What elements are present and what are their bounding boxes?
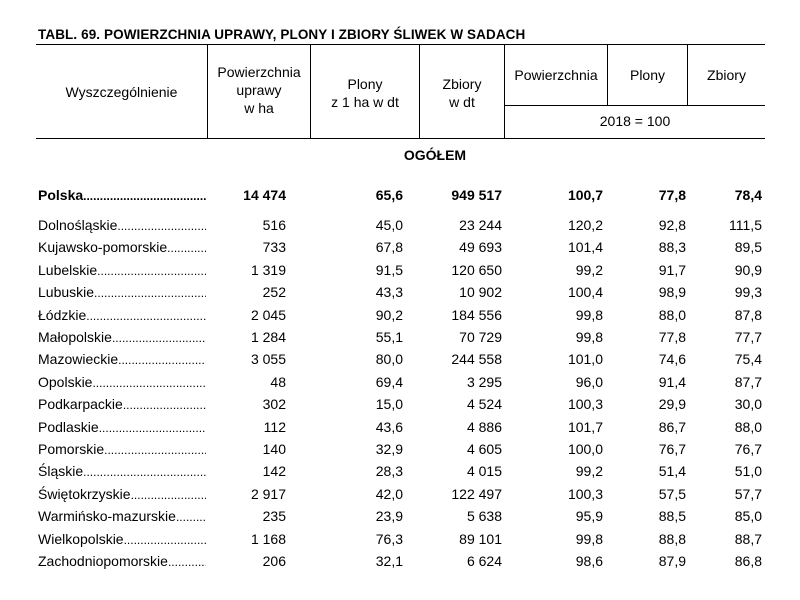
row-name: Lubelskie ..... (38, 262, 206, 278)
table-row (0, 463, 800, 485)
cell-idx-yield: 74,6 (658, 351, 686, 368)
cell-idx-area: 100,4 (567, 284, 603, 301)
cell-idx-yield: 29,9 (658, 396, 686, 413)
cell-idx-area: 98,6 (575, 553, 603, 569)
cell-area: 516 (262, 217, 286, 233)
header-harvest (420, 70, 504, 116)
cell-idx-harvest: 76,7 (734, 441, 762, 457)
cell-idx-harvest: 75,4 (734, 351, 762, 368)
cell-idx-yield: 88,3 (658, 239, 686, 256)
cell-area: 140 (262, 441, 286, 457)
table-row (0, 441, 800, 463)
table-row (0, 262, 800, 284)
header-yield (311, 70, 419, 116)
table-row (0, 486, 800, 508)
cell-harvest: 4 015 (466, 463, 502, 480)
table-row (0, 284, 800, 306)
cell-idx-harvest: 111,5 (729, 217, 762, 233)
cell-idx-yield: 88,0 (658, 306, 686, 323)
cell-idx-harvest: 86,8 (734, 553, 762, 569)
cell-idx-area: 100,0 (567, 441, 603, 457)
cell-yield: 32,9 (375, 441, 403, 457)
cell-harvest: 949 517 (451, 187, 502, 203)
cell-idx-harvest: 99,3 (734, 284, 762, 301)
cell-idx-area: 100,7 (567, 187, 603, 203)
header-index-area (505, 62, 607, 88)
cell-yield: 80,0 (375, 351, 403, 368)
row-name: Lubuskie ..... (38, 284, 206, 300)
cell-idx-harvest: 88,7 (734, 530, 762, 547)
cell-idx-yield: 76,7 (658, 441, 686, 457)
row-name: Warmińsko-mazurskie ..... (38, 508, 206, 524)
cell-yield: 32,1 (375, 553, 403, 569)
cell-area: 252 (262, 284, 286, 301)
cell-area: 206 (262, 553, 286, 569)
cell-idx-area: 101,0 (567, 351, 603, 368)
cell-area: 302 (262, 396, 286, 413)
row-name: Kujawsko-pomorskie ..... (38, 239, 206, 255)
header-bottom-rule (36, 138, 765, 139)
cell-idx-yield: 86,7 (658, 418, 686, 435)
cell-yield: 76,3 (375, 530, 403, 547)
header-yield-line-1: Plony (347, 76, 383, 92)
cell-harvest: 6 624 (466, 553, 502, 569)
table-row (0, 374, 800, 396)
header-index-harvest-label: Zbiory (707, 67, 746, 83)
cell-idx-yield: 91,4 (658, 373, 686, 390)
row-name: Zachodniopomorskie ..... (38, 553, 206, 569)
cell-idx-area: 101,4 (567, 239, 603, 256)
row-name: Podlaskie ..... (38, 419, 206, 435)
table-row (0, 217, 800, 239)
cell-yield: 67,8 (375, 239, 403, 256)
cell-area: 14 474 (243, 187, 286, 203)
cell-idx-area: 99,8 (575, 530, 603, 547)
row-name: Polska ..... (38, 187, 206, 203)
row-name: Wielkopolskie ..... (38, 531, 206, 547)
cell-idx-area: 101,7 (567, 418, 603, 435)
cell-area: 48 (270, 373, 286, 390)
cell-idx-area: 96,0 (575, 373, 603, 390)
cell-harvest: 184 556 (451, 306, 502, 323)
cell-harvest: 4 524 (466, 396, 502, 413)
cell-area: 235 (262, 508, 286, 525)
cell-yield: 23,9 (375, 508, 403, 525)
cell-idx-yield: 87,9 (658, 553, 686, 569)
cell-yield: 90,2 (375, 306, 403, 323)
cell-area: 1 319 (250, 261, 286, 278)
cell-harvest: 49 693 (459, 239, 502, 256)
cell-idx-area: 99,8 (575, 306, 603, 323)
cell-idx-yield: 77,8 (658, 187, 686, 203)
cell-idx-yield: 88,5 (658, 508, 686, 525)
table-row (0, 553, 800, 575)
cell-idx-harvest: 77,7 (734, 329, 762, 345)
header-area-line-1: Powierzchnia (217, 64, 301, 80)
cell-idx-yield: 57,5 (658, 485, 686, 502)
cell-idx-yield: 88,8 (658, 530, 686, 547)
cell-yield: 91,5 (375, 261, 403, 278)
cell-harvest: 5 638 (466, 508, 502, 525)
cell-yield: 43,3 (375, 284, 403, 301)
table-title: TABL. 69. POWIERZCHNIA UPRAWY, PLONY I ZBIORY ŚLIWEK W SADACH (38, 27, 526, 42)
cell-harvest: 4 605 (466, 441, 502, 457)
cell-harvest: 120 650 (451, 261, 502, 278)
table-row-total (0, 187, 800, 209)
cell-area: 142 (262, 463, 286, 480)
header-harvest-line-2: w dt (449, 94, 475, 110)
table-row (0, 329, 800, 351)
cell-harvest: 4 886 (466, 418, 502, 435)
cell-idx-harvest: 51,0 (734, 463, 762, 480)
cell-idx-yield: 77,8 (658, 329, 686, 345)
cell-idx-harvest: 87,8 (734, 306, 762, 323)
header-area-line-2: uprawy (236, 82, 282, 98)
cell-idx-yield: 51,4 (658, 463, 686, 480)
header-area-line-3: w ha (244, 100, 274, 116)
cell-harvest: 23 244 (459, 217, 502, 233)
row-name: Łódzkie ..... (38, 307, 206, 323)
table-row (0, 508, 800, 530)
table-row (0, 239, 800, 261)
cell-idx-area: 99,2 (575, 261, 603, 278)
index-group-rule (504, 105, 765, 106)
table-row (0, 396, 800, 418)
cell-area: 3 055 (250, 351, 286, 368)
cell-area: 1 168 (250, 530, 286, 547)
cell-yield: 65,6 (375, 187, 403, 203)
cell-harvest: 10 902 (459, 284, 502, 301)
cell-idx-harvest: 90,9 (734, 261, 762, 278)
row-name: Mazowieckie ..... (38, 351, 206, 367)
cell-yield: 55,1 (375, 329, 403, 345)
row-name: Podkarpackie ..... (38, 396, 206, 412)
cell-harvest: 89 101 (459, 530, 502, 547)
cell-idx-harvest: 57,7 (734, 485, 762, 502)
cell-idx-harvest: 78,4 (734, 187, 762, 203)
cell-harvest: 122 497 (451, 485, 502, 502)
cell-idx-harvest: 30,0 (734, 396, 762, 413)
cell-yield: 43,6 (375, 418, 403, 435)
row-name: Świętokrzyskie ..... (38, 486, 206, 502)
cell-idx-area: 99,2 (575, 463, 603, 480)
cell-yield: 45,0 (375, 217, 403, 233)
header-harvest-line-1: Zbiory (442, 76, 482, 92)
cell-yield: 42,0 (375, 485, 403, 502)
table-row (0, 531, 800, 553)
header-index-harvest (688, 62, 765, 88)
cell-area: 2 917 (250, 485, 286, 502)
cell-yield: 28,3 (375, 463, 403, 480)
cell-idx-area: 100,3 (567, 485, 603, 502)
header-index-yield (608, 62, 687, 88)
cell-area: 1 284 (250, 329, 286, 345)
table-row (0, 419, 800, 441)
table-row (0, 307, 800, 329)
cell-idx-harvest: 88,0 (734, 418, 762, 435)
cell-idx-harvest: 89,5 (734, 239, 762, 256)
header-yield-line-2: z 1 ha w dt (331, 94, 399, 110)
header-description-label: Wyszczególnienie (65, 83, 178, 100)
table-row (0, 351, 800, 373)
cell-idx-area: 100,3 (567, 396, 603, 413)
row-name: Małopolskie ..... (38, 329, 206, 345)
cell-area: 112 (263, 418, 286, 435)
cell-harvest: 3 295 (466, 373, 502, 390)
cell-idx-harvest: 87,7 (734, 373, 762, 390)
row-name: Dolnośląskie ..... (38, 217, 206, 233)
cell-area: 2 045 (250, 306, 286, 323)
row-name: Śląskie ..... (38, 463, 206, 479)
section-label: OGÓŁEM (403, 147, 467, 163)
row-name: Opolskie ..... (38, 374, 206, 390)
header-index-area-label: Powierzchnia (514, 67, 598, 83)
cell-idx-area: 120,2 (567, 217, 603, 233)
header-index-base (505, 108, 765, 134)
cell-idx-area: 99,8 (575, 329, 603, 345)
cell-yield: 15,0 (375, 396, 403, 413)
cell-harvest: 244 558 (451, 351, 502, 368)
cell-idx-area: 95,9 (575, 508, 603, 525)
cell-idx-yield: 91,7 (658, 261, 686, 278)
header-area (208, 60, 310, 120)
cell-idx-yield: 92,8 (658, 217, 686, 233)
header-index-base-label: 2018 = 100 (599, 113, 671, 129)
row-name: Pomorskie ..... (38, 441, 206, 457)
header-index-yield-label: Plony (629, 67, 666, 83)
cell-idx-yield: 98,9 (658, 284, 686, 301)
cell-yield: 69,4 (375, 373, 403, 390)
header-description (36, 45, 207, 138)
cell-area: 733 (262, 239, 286, 256)
cell-harvest: 70 729 (459, 329, 502, 345)
cell-idx-harvest: 85,0 (734, 508, 762, 525)
